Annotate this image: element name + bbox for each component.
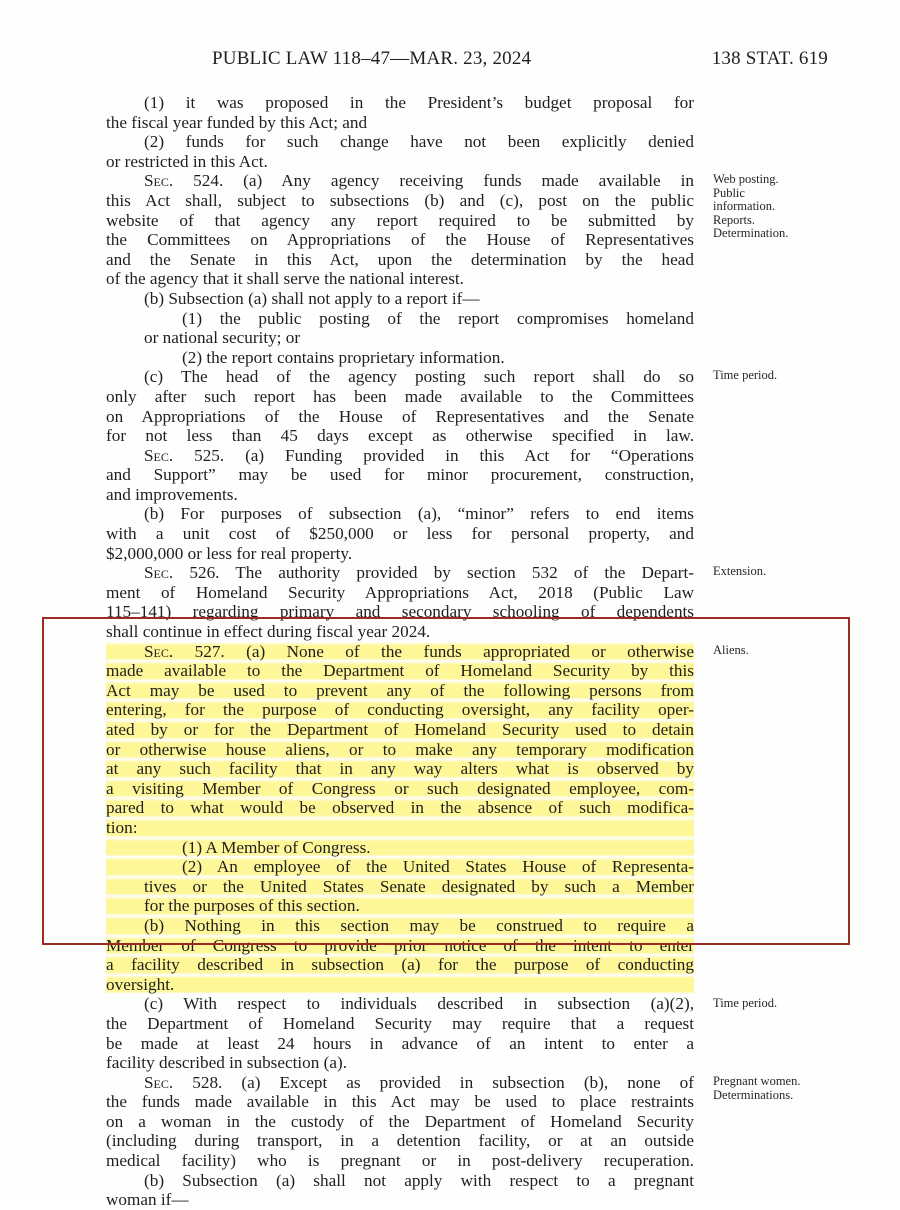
section-marker: Sec. [144,171,194,191]
text-line-content: $2,000,000 or less for real property. [106,543,353,563]
text-line-content: this Act shall, subject to subsections (b) and (c), post on the public [106,190,694,210]
text-line [106,1151,694,1171]
text-line [106,1034,694,1054]
text-line-content: oversight. [106,974,175,994]
text-line-content: (b) Subsection (a) shall not apply to a report if— [144,288,480,308]
text-line-content: 528. (a) Except as provided in subsection (b), none of [192,1072,694,1092]
text-line [106,1131,694,1151]
text-line [106,152,694,172]
text-line [106,1053,694,1073]
text-line [106,269,694,289]
text-line [106,289,694,309]
text-line [106,1112,694,1132]
text-line [106,113,694,133]
text-line-content: and the Senate in this Act, upon the determination by the head [106,249,694,269]
text-line [106,955,694,975]
text-line [106,446,694,466]
text-line-content: of the agency that it shall serve the national interest. [106,269,464,289]
text-line-content: website of that agency any report required to be submitted by [106,210,694,230]
section-marker: Sec. [144,1072,193,1092]
text-line-content: (c) The head of the agency posting such report shall do so [144,367,694,387]
text-line [106,250,694,270]
text-line-content: (2) funds for such change have not been explicitly denied [144,132,694,152]
text-line-content: or national security; or [144,328,301,348]
text-line [106,328,694,348]
text-line-content: facility described in subsection (a). [106,1053,348,1073]
text-line [106,211,694,231]
text-line-content: pared to what would be observed in the absence of such modifica- [106,798,694,818]
text-line [106,1092,694,1112]
margin-note-line: Web posting. [713,172,779,187]
text-line [106,994,694,1014]
text-line [106,191,694,211]
text-line-content: (b) Subsection (a) shall not apply with respect to a pregnant [144,1170,694,1190]
section-marker: Sec. [144,563,190,583]
section-marker: Sec. [144,641,195,661]
text-line-content: a visiting Member of Congress or such designated employee, com- [106,778,694,798]
text-line-content: woman if— [106,1190,189,1210]
text-line-content: only after such report has been made available to the Committees [106,386,694,406]
margin-note [713,369,843,383]
text-line-content: ated by or for the Department of Homeland Security used to detain [106,720,694,739]
text-line-content: tion: [106,817,138,837]
text-line-content: for not less than 45 days except as otherwise specified in law. [106,426,694,446]
text-line [106,1014,694,1034]
margin-note [713,173,843,241]
text-line-content: at any such facility that in any way alters what is observed by [106,759,694,779]
text-line [106,485,694,505]
text-line [106,1073,694,1093]
text-line-content: tives or the United States Senate designated by such a Member [144,876,694,896]
text-line-content: 527. (a) None of the funds appropriated or otherwise [194,641,694,661]
text-line [106,975,694,995]
text-line-content: or otherwise house aliens, or to make any temporary modification [106,739,694,759]
text-line-content: for the purposes of this section. [144,896,360,916]
text-line-content: (1) it was proposed in the President’s budget proposal for [144,93,694,112]
text-line-content: and Support” may be used for minor procurement, construction, [106,465,694,485]
text-line-content: the Committees on Appropriations of the House of Representatives [106,230,694,250]
margin-note-line: Time period. [713,368,778,383]
margin-note-line: Reports. [713,212,756,227]
text-line [106,426,694,446]
margin-note-line: Pregnant women. [713,1074,801,1088]
margin-note-line: Aliens. [713,642,749,657]
text-line-content: on Appropriations of the House of Representatives and the Senate [106,406,694,426]
margin-note-line: Time period. [713,995,778,1010]
margin-note [713,1075,843,1102]
text-line-content: on a woman in the custody of the Department of Homeland Security [106,1111,694,1131]
text-line-content: Member of Congress to provide prior notice of the intent to enter [106,935,694,955]
text-line [106,93,694,113]
text-line [106,465,694,485]
text-line-content: (c) With respect to individuals described in subsection (a)(2), [144,994,694,1014]
text-line [106,348,694,368]
margin-note-line: Determination. [713,226,789,241]
text-line-content: 524. (a) Any agency receiving funds made available in [193,171,694,191]
text-line-content: ment of Homeland Security Appropriations Act, 2018 (Public Law [106,582,694,602]
text-line-content: with a unit cost of $250,000 or less for personal property, and [106,524,694,544]
text-line [106,309,694,329]
text-line-content: (2) An employee of the United States House of Representa- [182,857,694,877]
text-line-content: or restricted in this Act. [106,151,268,171]
text-line [106,367,694,387]
text-line [106,583,694,603]
text-line-content: a facility described in subsection (a) for the purpose of conducting [106,955,694,975]
text-line [106,132,694,152]
text-line-content: (1) the public posting of the report compromises homeland [182,308,694,328]
text-line-content: the fiscal year funded by this Act; and [106,112,368,132]
text-line-content: the funds made available in this Act may be used to place restraints [106,1092,694,1112]
text-line-content: the Department of Homeland Security may require that a request [106,1013,694,1033]
text-line-content: medical facility) who is pregnant or in post-delivery recuperation. [106,1151,694,1171]
text-line [106,563,694,583]
text-line-content: be made at least 24 hours in advance of an intent to enter a [106,1033,694,1053]
text-line-content: shall continue in effect during fiscal year 2024. [106,622,431,642]
text-line [106,1190,694,1210]
text-line-content: (including during transport, in a detention facility, or at an outside [106,1131,694,1151]
page-header-title: PUBLIC LAW 118–47—MAR. 23, 2024 [212,48,532,69]
text-line [106,407,694,427]
margin-note [713,997,843,1011]
text-line [106,230,694,250]
text-line [106,1171,694,1191]
text-line-content: (1) A Member of Congress. [182,837,371,857]
text-line-content: and improvements. [106,484,238,504]
margin-note-line: information. [713,199,776,214]
margin-note-line: Public [713,185,745,200]
text-line [106,387,694,407]
text-line [106,544,694,564]
text-line-content: Act may be used to prevent any of the following persons from [106,680,694,700]
section-marker: Sec. [144,445,195,465]
margin-note-line: Determinations. [713,1087,794,1102]
text-line-content: 526. The authority provided by section 532 of the Depart- [189,563,694,583]
text-line-content: (b) Nothing in this section may be construed to require a [144,915,694,935]
text-line-content: (2) the report contains proprietary information. [182,347,505,367]
text-line-content: entering, for the purpose of conducting oversight, any facility oper- [106,700,694,720]
page-header [212,48,828,78]
page-header-stat: 138 STAT. 619 [711,48,828,69]
text-line [106,504,694,524]
text-line-content: 115–141) regarding primary and secondary schooling of dependents [106,602,694,622]
margin-note [713,565,843,579]
text-line [106,524,694,544]
text-line [106,171,694,191]
text-line-content: (b) For purposes of subsection (a), “minor” refers to end items [144,504,694,524]
text-line-content: 525. (a) Funding provided in this Act for “Operations [194,445,694,465]
text-line-content: made available to the Department of Homeland Security by this [106,661,694,681]
margin-note-line: Extension. [713,564,767,579]
highlight-box-sec-527 [42,617,850,945]
